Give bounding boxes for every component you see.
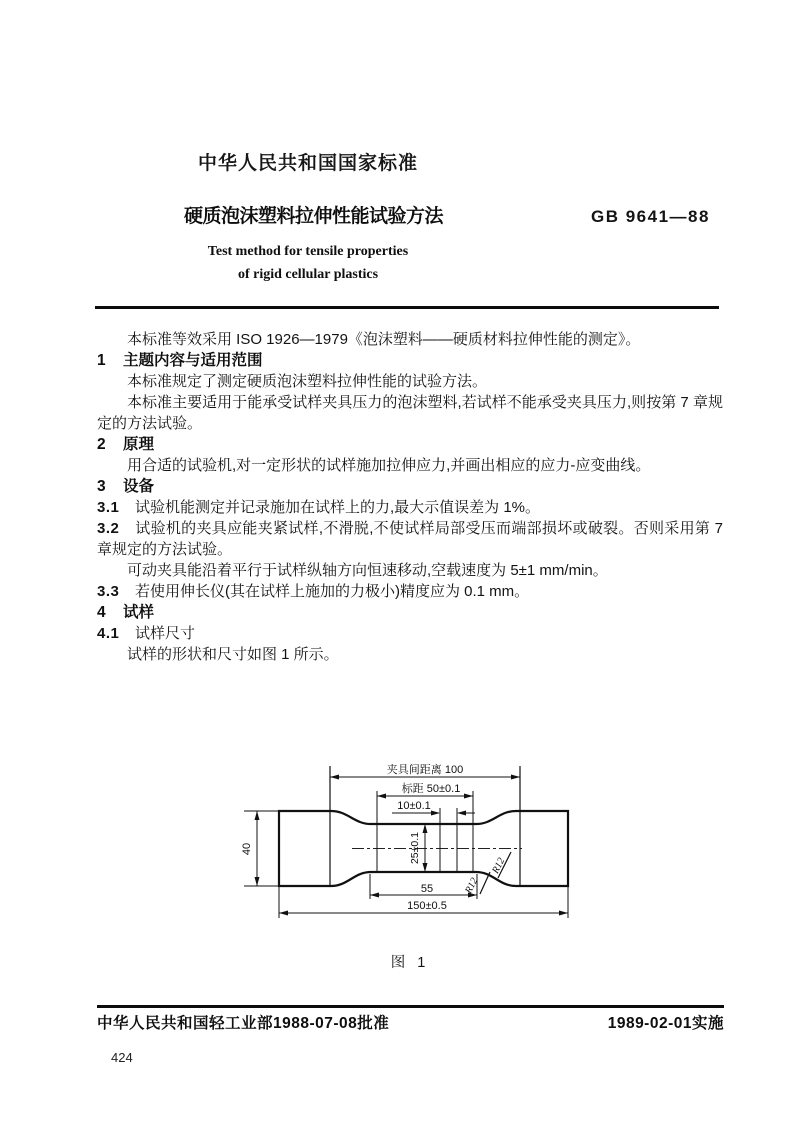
section-1-number: 1 <box>97 352 106 369</box>
specimen-drawing-svg <box>230 746 590 946</box>
arrowhead <box>279 911 288 916</box>
standard-title-english-line2: of rigid cellular plastics <box>237 267 379 282</box>
arrowhead <box>330 775 339 780</box>
arrowhead <box>423 824 428 833</box>
approval-statement: 中华人民共和国轻工业部1988-07-08批准 <box>97 1015 390 1032</box>
clause-3-2-number: 3.2 <box>97 520 120 537</box>
section-2-heading <box>97 434 723 455</box>
section-4-number: 4 <box>97 604 106 621</box>
section-2-number: 2 <box>97 436 106 453</box>
arrowhead <box>255 877 260 886</box>
national-standard-label: 中华人民共和国国家标准 <box>197 153 418 174</box>
section-1-title: 主题内容与适用范围 <box>123 352 263 369</box>
radius-label-2: R12 <box>490 856 508 876</box>
arrowhead <box>255 811 260 820</box>
section-2-title: 原理 <box>123 436 155 453</box>
clause-3-2-text: 试验机的夹具应能夹紧试样,不滑脱,不使试样局部受压而端部损坏或破裂。否则采用第 7 章规定的方法试验。 <box>97 520 723 558</box>
section-1-paragraph-2: 本标准主要适用于能承受试样夹具压力的泡沫塑料,若试样不能承受夹具压力,则按第 7 章规定的方法试验。 <box>97 394 723 432</box>
dim-label-clamp-distance: 夹具间距离 100 <box>386 764 464 776</box>
implementation-date: 1989-02-01实施 <box>607 1015 724 1032</box>
section-3-heading <box>97 476 723 497</box>
section-3-title: 设备 <box>123 478 155 495</box>
clause-3-3 <box>97 581 723 602</box>
section-1-paragraph-1: 本标准规定了测定硬质泡沫塑料拉伸性能的试验方法。 <box>127 373 488 390</box>
clause-4-1 <box>97 623 723 644</box>
section-4-heading <box>97 602 723 623</box>
clause-3-1-number: 3.1 <box>97 499 120 516</box>
dim-label-40: 40 <box>241 842 253 856</box>
dim-label-150: 150±0.5 <box>407 900 447 912</box>
arrowhead <box>377 794 386 799</box>
dim-label-10: 10±0.1 <box>397 800 431 812</box>
standard-title-english-line1: Test method for tensile properties <box>207 244 409 259</box>
dim-label-25: 25±0.1 <box>409 831 421 865</box>
standard-title-chinese: 硬质泡沫塑料拉伸性能试验方法 <box>184 206 444 227</box>
arrowhead <box>423 863 428 872</box>
clause-3-3-number: 3.3 <box>97 583 120 600</box>
arrowhead <box>431 811 440 816</box>
header-divider-rule <box>95 306 719 309</box>
dim-label-55: 55 <box>420 883 434 895</box>
figure-1-caption: 图 1 <box>390 955 430 971</box>
arrowhead <box>511 775 520 780</box>
footer-divider-rule <box>97 1005 724 1008</box>
section-3-number: 3 <box>97 478 106 495</box>
clause-3-3-text: 若使用伸长仪(其在试样上施加的力极小)精度应为 0.1 mm。 <box>135 583 530 600</box>
radius-leader-1 <box>480 872 490 894</box>
clause-3-1 <box>97 497 723 518</box>
figure-1-specimen-drawing <box>230 746 590 946</box>
arrowhead <box>464 794 473 799</box>
arrowhead <box>559 911 568 916</box>
arrowhead <box>370 893 379 898</box>
arrowhead <box>457 811 466 816</box>
clause-4-1-title: 试样尺寸 <box>135 625 196 642</box>
section-2-paragraph-1: 用合适的试验机,对一定形状的试样施加拉伸应力,并画出相应的应力-应变曲线。 <box>127 457 651 474</box>
body-text-column <box>97 329 723 665</box>
radius-label-1: R12 <box>463 876 481 896</box>
clause-3-2-extra: 可动夹具能沿着平行于试样纵轴方向恒速移动,空载速度为 5±1 mm/min。 <box>127 562 608 579</box>
clause-3-2 <box>97 518 723 560</box>
section-1-heading <box>97 350 723 371</box>
page-number: 424 <box>111 1050 133 1065</box>
dim-label-gauge: 标距 50±0.1 <box>401 783 461 795</box>
clause-4-1-number: 4.1 <box>97 625 120 642</box>
footer-row <box>97 1011 724 1033</box>
intro-paragraph: 本标准等效采用 ISO 1926—1979《泡沫塑料——硬质材料拉伸性能的测定》。 <box>127 331 641 348</box>
standard-number: GB 9641—88 <box>591 207 710 226</box>
section-4-title: 试样 <box>123 604 155 621</box>
clause-4-1-text: 试样的形状和尺寸如图 1 所示。 <box>127 646 339 663</box>
clause-3-1-text: 试验机能测定并记录施加在试样上的力,最大示值误差为 1%。 <box>135 499 541 516</box>
